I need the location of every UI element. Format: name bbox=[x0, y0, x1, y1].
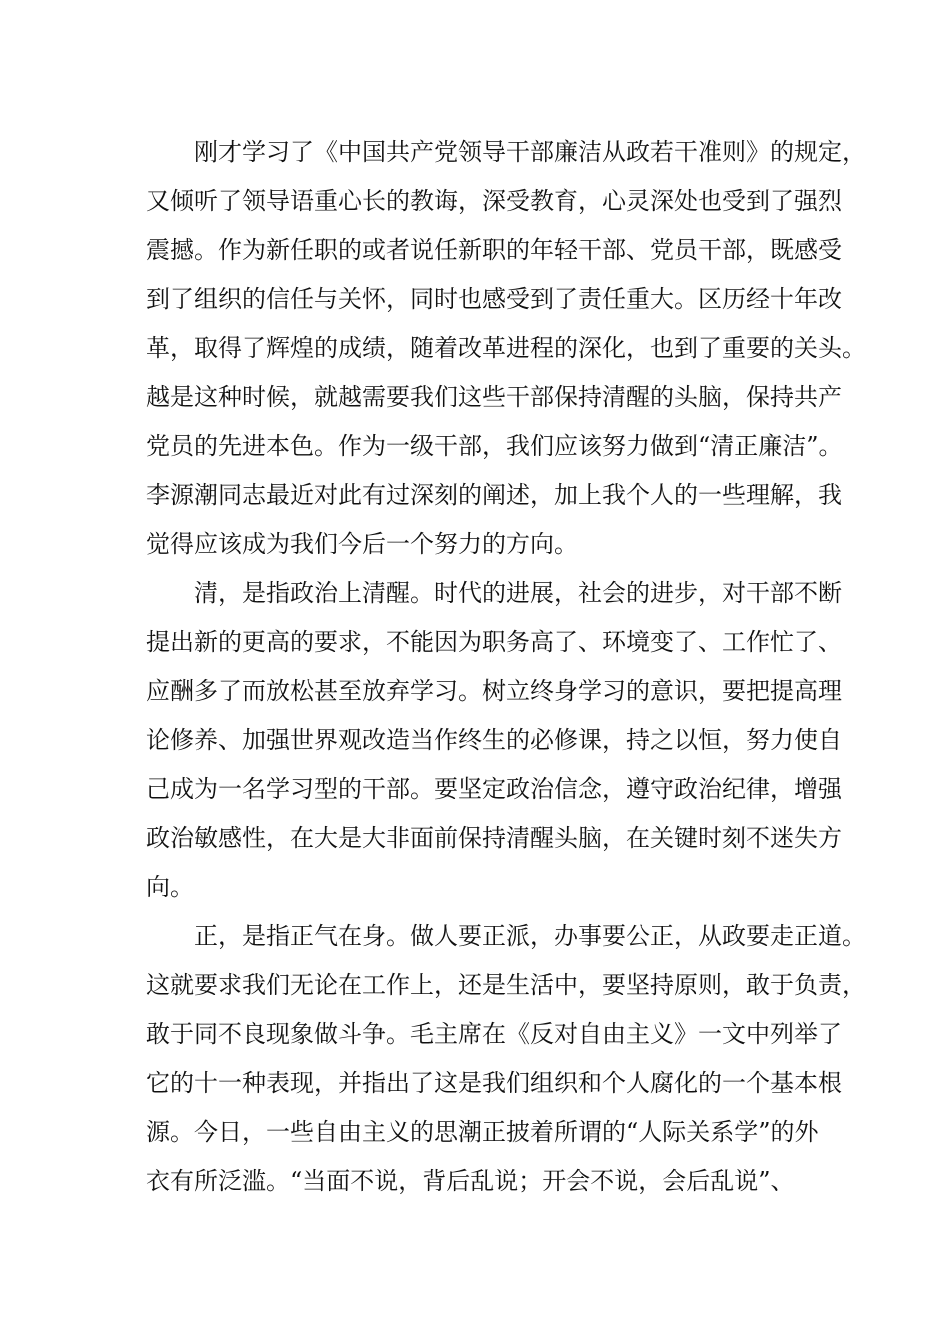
text-line: 越是这种时候，就越需要我们这些干部保持清醒的头脑，保持共产 bbox=[146, 383, 842, 411]
text-line: 论修养、加强世界观改造当作终生的必修课，持之以恒，努力使自 bbox=[146, 726, 842, 754]
text-line: 应酬多了而放松甚至放弃学习。树立终身学习的意识，要把提高理 bbox=[146, 677, 842, 705]
text-line: 提出新的更高的要求，不能因为职务高了、环境变了、工作忙了、 bbox=[146, 628, 842, 656]
document-body bbox=[146, 128, 866, 1206]
paragraph-3 bbox=[146, 912, 866, 1206]
text-line: 李源潮同志最近对此有过深刻的阐述，加上我个人的一些理解，我 bbox=[146, 481, 842, 509]
text-line: 这就要求我们无论在工作上，还是生活中，要坚持原则，敢于负责， bbox=[146, 971, 866, 999]
text-line: 又倾听了领导语重心长的教诲，深受教育，心灵深处也受到了强烈 bbox=[146, 187, 842, 215]
paragraph-1 bbox=[146, 128, 866, 569]
text-line: 到了组织的信任与关怀，同时也感受到了责任重大。区历经十年改 bbox=[146, 285, 842, 313]
text-line: 刚才学习了《中国共产党领导干部廉洁从政若干准则》的规定， bbox=[194, 138, 866, 166]
text-line: 觉得应该成为我们今后一个努力的方向。 bbox=[146, 530, 578, 558]
text-line: 党员的先进本色。作为一级干部，我们应该努力做到“清正廉洁”。 bbox=[146, 432, 843, 460]
text-line: 政治敏感性，在大是大非面前保持清醒头脑，在关键时刻不迷失方 bbox=[146, 824, 842, 852]
text-line: 震撼。作为新任职的或者说任新职的年轻干部、党员干部，既感受 bbox=[146, 236, 842, 264]
text-line: 衣有所泛滥。“当面不说，背后乱说；开会不说，会后乱说”、 bbox=[146, 1167, 795, 1195]
paragraph-2 bbox=[146, 569, 842, 912]
text-line: 向。 bbox=[146, 873, 194, 901]
text-line: 正，是指正气在身。做人要正派，办事要公正，从政要走正道。 bbox=[194, 922, 866, 950]
text-line: 己成为一名学习型的干部。要坚定政治信念，遵守政治纪律，增强 bbox=[146, 775, 842, 803]
text-line: 敢于同不良现象做斗争。毛主席在《反对自由主义》一文中列举了 bbox=[146, 1020, 842, 1048]
text-line: 革，取得了辉煌的成绩，随着改革进程的深化，也到了重要的关头。 bbox=[146, 334, 866, 362]
text-line: 清，是指政治上清醒。时代的进展，社会的进步，对干部不断 bbox=[194, 579, 842, 607]
text-line: 它的十一种表现，并指出了这是我们组织和个人腐化的一个基本根 bbox=[146, 1069, 842, 1097]
text-line: 源。今日，一些自由主义的思潮正披着所谓的“人际关系学”的外 bbox=[146, 1118, 819, 1146]
